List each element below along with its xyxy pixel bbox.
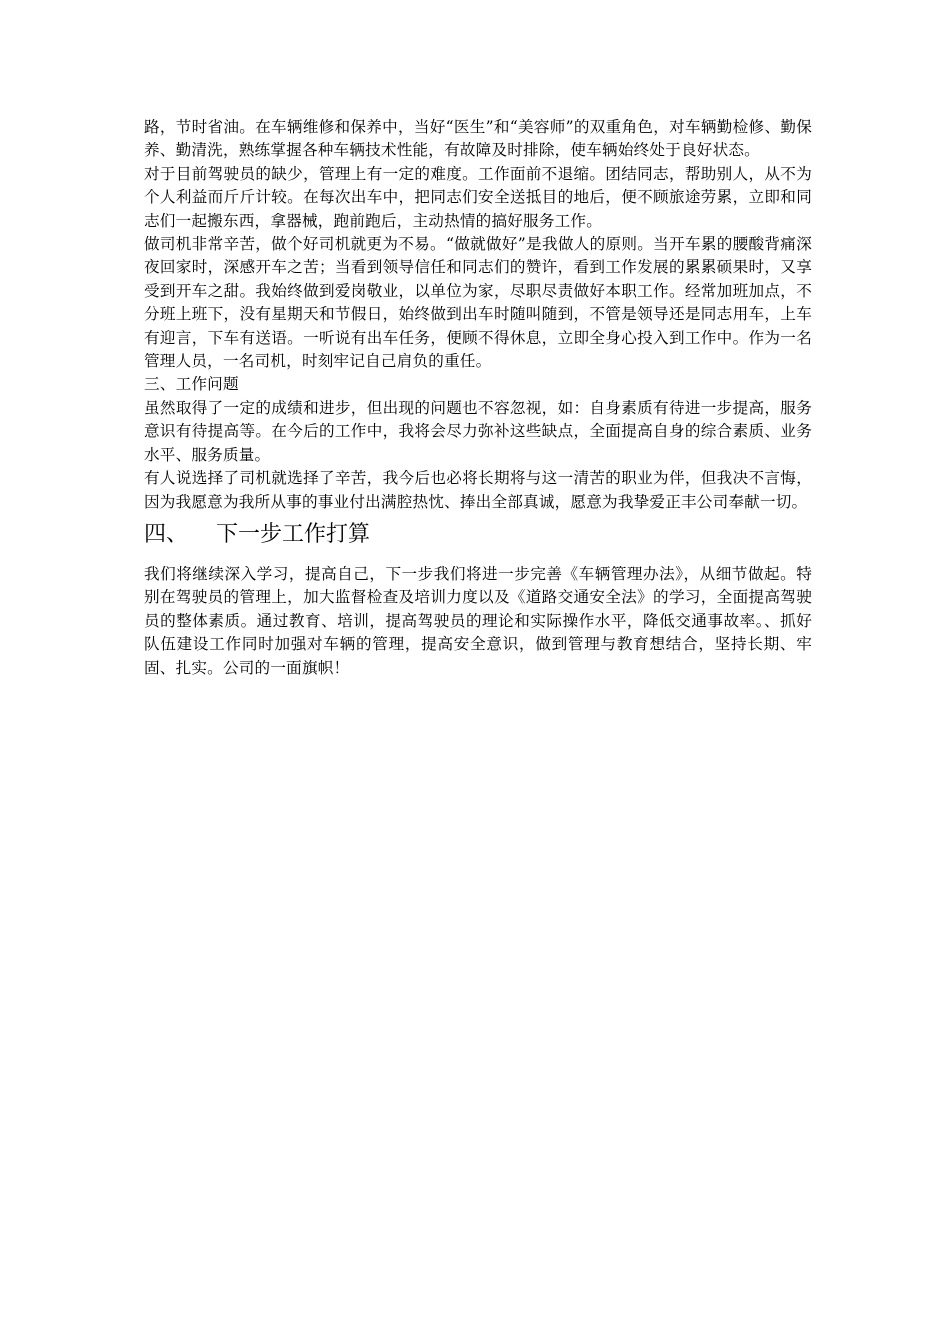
- section-number: 四、: [144, 521, 189, 547]
- section-title: 下一步工作打算: [216, 521, 371, 547]
- paragraph-vehicle-maintenance: 路，节时省油。在车辆维修和保养中，当好“医生”和“美容师”的双重角色，对车辆勤检修、勤保养、勤清洗，熟练掌握各种车辆技术性能，有故障及时排除，使车辆始终处于良好状态。: [144, 118, 812, 160]
- document-body: [144, 116, 812, 680]
- paragraph-driver-duty: 做司机非常辛苦，做个好司机就更为不易。“做就做好”是我做人的原则。当开车累的腰酸背痛深夜回家时，深感开车之苦；当看到领导信任和同志们的赞许，看到工作发展的累累硕果时，又享受到开车之甜。我始终做到爱岗敬业，以单位为家，尽职尽责做好本职工作。经常加班加点，不分班上班下，没有星期天和节假日，始终做到出车时随叫随到，不管是领导还是同志用车，上车有迎言，下车有送语。一听说有出车任务，便顾不得休息，立即全身心投入到工作中。作为一名管理人员，一名司机，时刻牢记自己肩负的重任。: [144, 235, 812, 371]
- paragraph-teamwork: 对于目前驾驶员的缺少，管理上有一定的难度。工作面前不退缩。团结同志，帮助别人，从不为个人利益而斤斤计较。在每次出车中，把同志们安全送抵目的地后，便不顾旅途劳累，立即和同志们一起搬东西，拿器械，跑前跑后，主动热情的搞好服务工作。: [144, 164, 812, 230]
- paragraph-commitment: 有人说选择了司机就选择了辛苦，我今后也必将长期将与这一清苦的职业为伴，但我决不言悔，因为我愿意为我所从事的事业付出满腔热忱、捧出全部真诚，愿意为我挚爱正丰公司奉献一切。: [144, 469, 812, 511]
- section-heading-next-steps: [144, 520, 812, 550]
- subheading-work-problems: 三、工作问题: [144, 375, 239, 394]
- paragraph-problems: 虽然取得了一定的成绩和进步，但出现的问题也不容忽视，如：自身素质有待进一步提高，服务意识有待提高等。在今后的工作中，我将会尽力弥补这些缺点，全面提高自身的综合素质、业务水平、服务质量。: [144, 398, 812, 464]
- paragraph-next-steps: 我们将继续深入学习，提高自己，下一步我们将进一步完善《车辆管理办法》，从细节做起。特别在驾驶员的管理上，加大监督检查及培训力度以及《道路交通安全法》的学习，全面提高驾驶员的整体素质。通过教育、培训，提高驾驶员的理论和实际操作水平，降低交通事故率。、抓好队伍建设工作同时加强对车辆的管理，提高安全意识，做到管理与教育想结合，坚持长期、牢固、扎实。公司的一面旗帜！: [144, 564, 812, 677]
